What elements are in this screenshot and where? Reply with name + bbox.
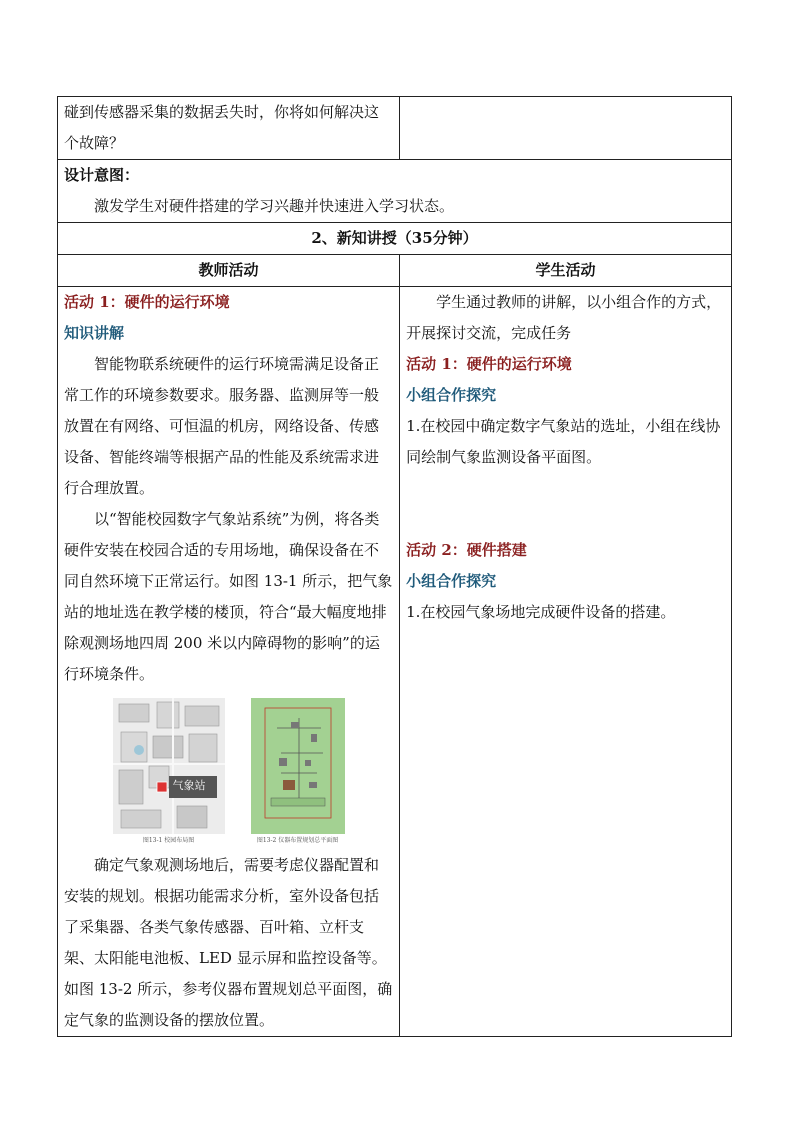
table-row — [58, 97, 732, 160]
question-text: 碰到传感器采集的数据丢失时，你将如何解决这个故障？ — [64, 103, 380, 152]
table-row — [58, 255, 732, 287]
teacher-activity-header: 教师活动 — [58, 255, 400, 287]
table-row — [58, 223, 732, 255]
weather-station-label: 气象站 — [172, 779, 206, 792]
student-task-2: 1.在校园气象场地完成硬件设备的搭建。 — [406, 603, 676, 621]
student-activity2-title: 活动 2：硬件搭建 — [406, 541, 527, 559]
table-row — [58, 160, 732, 223]
teacher-paragraph-1: 智能物联系统硬件的运行环境需满足设备正常工作的环境参数要求。服务器、监测屏等一般放置在有网络、可恒温的机房，网络设备、传感设备、智能终端等根据产品的性能及系统需求进行合理放置。 — [64, 355, 380, 497]
teacher-activity-cell — [58, 287, 400, 1037]
student-activity-cell — [400, 287, 732, 1037]
student-activity1-title: 活动 1：硬件的运行环境 — [406, 355, 572, 373]
instrument-plan-figure — [251, 698, 345, 846]
empty-cell — [400, 97, 732, 160]
lesson-table — [57, 96, 732, 1037]
figure-13-1-caption: 图13-1 校园布局图 — [142, 837, 195, 844]
campus-layout-figure — [113, 698, 225, 846]
spacer — [406, 473, 725, 535]
table-row — [58, 287, 732, 1037]
knowledge-heading: 知识讲解 — [64, 324, 125, 342]
student-group-heading-1: 小组合作探究 — [406, 386, 497, 404]
teacher-activity1-title: 活动 1：硬件的运行环境 — [64, 293, 230, 311]
lesson-plan-page — [57, 96, 732, 1037]
student-task-1: 1.在校园中确定数字气象站的选址，小组在线协同绘制气象监测设备平面图。 — [406, 417, 721, 466]
instrument-plan-image — [251, 698, 345, 834]
section-title: 2、新知讲授（35分钟） — [58, 223, 732, 255]
student-group-heading-2: 小组合作探究 — [406, 572, 497, 590]
campus-map-image — [113, 698, 225, 834]
student-activity-header: 学生活动 — [400, 255, 732, 287]
figure-row — [64, 698, 393, 846]
teacher-paragraph-3: 确定气象观测场地后，需要考虑仪器配置和安装的规划。根据功能需求分析，室外设备包括了采集器、各类气象传感器、百叶箱、立杆支架、太阳能电池板、LED 显示屏和监控设备等。如图 13-2 所示，参考仪器布置规划总平面图，确定气象的监测设备的摆放位置。 — [64, 856, 393, 1029]
design-intent-cell — [58, 160, 732, 223]
design-intent-title: 设计意图： — [64, 166, 140, 184]
question-cell — [58, 97, 400, 160]
figure-13-2-caption: 图13-2 仪器布置规划总平面图 — [256, 837, 339, 844]
student-intro: 学生通过教师的讲解，以小组合作的方式，开展探讨交流，完成任务 — [406, 293, 722, 342]
teacher-paragraph-2: 以“智能校园数字气象站系统”为例，将各类硬件安装在校园合适的专用场地，确保设备在不同自然环境下正常运行。如图 13-1 所示，把气象站的地址选在教学楼的楼顶，符合“最大幅度地排除观测场地四周 200 米以内障碍物的影响”的运行环境条件。 — [64, 510, 393, 683]
design-intent-body: 激发学生对硬件搭建的学习兴趣并快速进入学习状态。 — [94, 197, 455, 215]
